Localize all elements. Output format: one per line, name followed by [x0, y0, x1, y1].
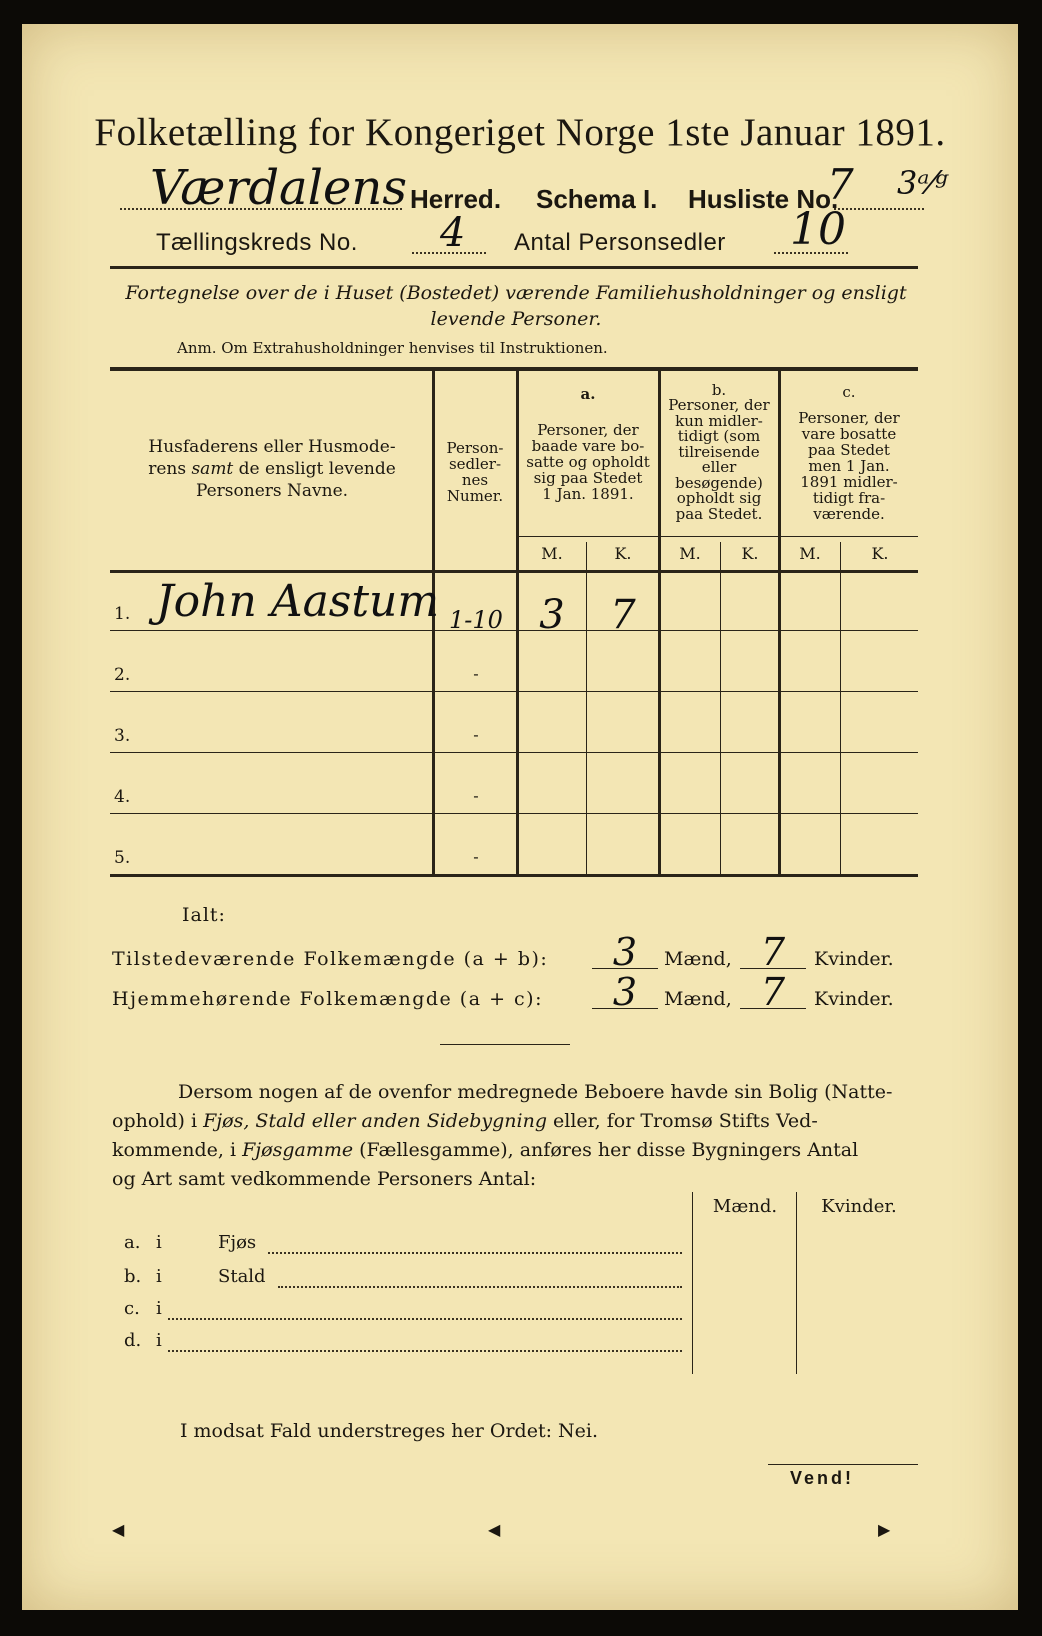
husliste-handwritten-suffix: 3ᵃ⁄ᵍ: [897, 164, 948, 202]
a-l3: satte og opholdt: [526, 453, 650, 471]
bygning-p3c: (Fællesgamme), anføres her disse Bygningers Antal: [353, 1139, 859, 1161]
bygning-divider-right: [796, 1192, 797, 1374]
header-rule: [110, 266, 918, 269]
hjem-maend-label: Mænd,: [664, 988, 732, 1010]
row1-rule-name: [110, 630, 440, 631]
bygning-p3b: Fjøsgamme: [242, 1139, 354, 1161]
tilst-maend-label: Mænd,: [664, 948, 732, 970]
c-l4: men 1 Jan.: [808, 457, 890, 475]
b-l4: tilreisende: [678, 442, 760, 461]
bygning-row-a-dots: [268, 1252, 682, 1254]
bygning-p4: og Art samt vedkommende Personers Antal:: [112, 1168, 537, 1190]
bygning-p2a: ophold) i: [112, 1110, 204, 1132]
kreds-handwritten: 4: [440, 210, 466, 256]
herred-label: Herred.: [410, 184, 502, 214]
corner-arrow-left-icon: ◀: [112, 1520, 125, 1539]
vend-label: Vend!: [790, 1468, 855, 1488]
a-m-header: M.: [541, 544, 563, 563]
row3-sedler: -: [473, 725, 479, 744]
tilst-kvinder-label: Kvinder.: [814, 948, 894, 970]
vend-rule: [768, 1464, 918, 1465]
tilst-m-handwritten: 3: [612, 930, 638, 974]
col-header-a: [518, 422, 658, 502]
a-l1: Personer, der: [537, 421, 639, 439]
bygning-row-c-dots: [168, 1318, 682, 1320]
antal-label: Antal Personsedler: [514, 229, 726, 256]
row-num-4: 4.: [114, 787, 131, 807]
col-header-num: [435, 440, 515, 504]
intro-line2: levende Personer.: [430, 308, 602, 330]
ialt-label: Ialt:: [182, 904, 226, 926]
c-m-header: M.: [799, 544, 821, 563]
table-top-rule: [110, 367, 918, 371]
bygning-row-d-letter: d.: [124, 1330, 142, 1351]
row4-sedler: -: [473, 786, 479, 805]
row5-sedler: -: [473, 847, 479, 866]
row1-a-k: 7: [610, 592, 636, 638]
corner-arrow-center-icon: ◀: [488, 1520, 501, 1539]
section-separator: [440, 1044, 570, 1045]
row1-a-m: 3: [539, 592, 565, 638]
col-header-c: [780, 410, 918, 522]
col-c-mk-divider: [840, 542, 841, 874]
bygning-row-b-label: Stald: [218, 1266, 266, 1287]
col-header-num-l4: Numer.: [446, 487, 504, 505]
row-num-3: 3.: [114, 726, 131, 746]
bygning-divider-left: [692, 1192, 693, 1374]
c-k-header: K.: [871, 544, 889, 563]
b-l3: tidigt (som: [677, 427, 761, 445]
c-l7: værende.: [813, 505, 885, 523]
bygning-row-b-i: i: [156, 1266, 162, 1287]
hjem-k-handwritten: 7: [760, 970, 786, 1014]
form-title: Folketælling for Kongeriget Norge 1ste Januar 1891.: [94, 111, 946, 154]
c-l5: 1891 midler-: [800, 473, 898, 491]
bygning-row-a-i: i: [156, 1232, 162, 1253]
bygning-col-kvinder: Kvinder.: [821, 1196, 897, 1217]
hjem-label: Hjemmehørende Folkemængde (a + c):: [112, 988, 543, 1010]
schema-label: Schema I.: [536, 184, 658, 214]
antal-handwritten: 10: [790, 204, 846, 255]
bygning-row-a-letter: a.: [124, 1232, 141, 1253]
col-b-mk-divider: [720, 542, 721, 874]
col-header-c-letter: c.: [842, 383, 856, 401]
row4-rule: [110, 813, 918, 814]
row-num-5: 5.: [114, 848, 131, 868]
bygning-row-a-label: Fjøs: [218, 1232, 257, 1253]
row-num-1: 1.: [114, 604, 131, 624]
bygning-row-c-i: i: [156, 1298, 162, 1319]
col-header-a-letter: a.: [580, 385, 596, 403]
row2-sedler: -: [473, 664, 479, 683]
bygning-p3: [112, 1136, 920, 1165]
col-header-num-l1: Person-: [446, 439, 504, 457]
intro-line1: Fortegnelse over de i Huset (Bostedet) værende Familiehusholdninger og ensligt: [125, 282, 907, 304]
b-k-header: K.: [741, 544, 759, 563]
col-header-b: [660, 398, 778, 522]
col-header-name-line1: Husfaderens eller Husmode-: [148, 437, 396, 457]
row1-name-handwritten: John Aastum: [156, 576, 440, 627]
tilst-k-handwritten: 7: [760, 930, 786, 974]
a-k-header: K.: [614, 544, 632, 563]
col-header-name-line2: [114, 458, 430, 480]
b-l8: paa Stedet.: [675, 504, 763, 523]
col-header-name-line2a: rens: [148, 459, 192, 479]
census-form-sheet: [22, 24, 1018, 1610]
a-l4: sig paa Stedet: [533, 469, 643, 487]
bygning-row-b-letter: b.: [124, 1266, 142, 1287]
mk-subheader-rule: [516, 536, 918, 537]
c-l6: tidigt fra-: [812, 489, 886, 507]
corner-arrow-right-icon: ▶: [878, 1520, 891, 1539]
modsat-note: I modsat Fald understreges her Ordet: Nei.: [180, 1420, 599, 1442]
row3-rule: [110, 752, 918, 753]
herred-handwritten: Værdalens: [150, 160, 407, 216]
col-header-num-l3: nes: [461, 471, 489, 489]
col-a-mk-divider: [586, 542, 587, 874]
col-header-name-line2c: de ensligt levende: [233, 459, 396, 479]
a-l2: baade vare bo-: [531, 437, 645, 455]
c-l2: vare bosatte: [801, 425, 897, 443]
kreds-label: Tællingskreds No.: [156, 229, 358, 256]
a-l5: 1 Jan. 1891.: [542, 485, 634, 503]
bygning-p3a: kommende, i: [112, 1139, 243, 1161]
hjem-kvinder-label: Kvinder.: [814, 988, 894, 1010]
bygning-paragraph: [112, 1078, 920, 1194]
row2-rule: [110, 691, 918, 692]
bygning-row-d-i: i: [156, 1330, 162, 1351]
bygning-row-c-letter: c.: [124, 1298, 140, 1319]
b-l7: opholdt sig: [676, 489, 762, 507]
husliste-label: Husliste No.: [688, 184, 839, 214]
table-header-rule: [110, 570, 918, 573]
bygning-p2: [112, 1107, 920, 1136]
col-header-name-samt: samt: [191, 459, 234, 479]
b-l2: kun midler-: [675, 411, 763, 430]
bygning-col-maend: Mænd.: [712, 1196, 778, 1217]
col-header-b-letter: b.: [711, 381, 727, 399]
hjem-m-handwritten: 3: [612, 970, 638, 1014]
b-l6: besøgende): [675, 473, 763, 492]
col-header-num-l2: sedler-: [448, 455, 502, 473]
b-l5: eller: [701, 458, 737, 476]
husliste-handwritten: 7: [827, 160, 854, 209]
row-num-2: 2.: [114, 665, 131, 685]
c-l3: paa Stedet: [808, 441, 890, 459]
col-header-name: [114, 436, 430, 502]
row1-sedler: 1-10: [449, 606, 503, 634]
table-bottom-rule: [110, 874, 918, 877]
anm-note: Anm. Om Extrahusholdninger henvises til Instruktionen.: [177, 339, 608, 357]
c-l1: Personer, der: [798, 409, 900, 427]
tilst-label: Tilstedeværende Folkemængde (a + b):: [112, 948, 549, 970]
bygning-row-d-dots: [168, 1350, 682, 1352]
b-m-header: M.: [679, 544, 701, 563]
bygning-p2b: Fjøs, Stald eller anden Sidebygning: [203, 1110, 547, 1132]
bygning-p2c: eller, for Tromsø Stifts Ved-: [546, 1110, 818, 1132]
col-header-name-line3: Personers Navne.: [195, 481, 349, 501]
bygning-p1: Dersom nogen af de ovenfor medregnede Beboere havde sin Bolig (Natte-: [178, 1081, 893, 1103]
b-l1: Personer, der: [668, 396, 770, 414]
bygning-row-b-dots: [278, 1286, 682, 1288]
